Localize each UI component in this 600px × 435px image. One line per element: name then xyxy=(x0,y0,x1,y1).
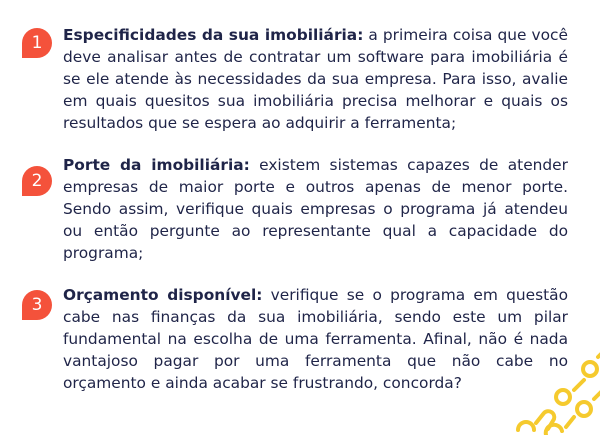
item-paragraph xyxy=(63,154,568,264)
item-text: a primeira coisa que você deve analisar antes de contratar um software para imobiliária é se ele atende às necessidades da sua empresa. Para isso, avalie em quais quesitos sua imobiliária precisa melhorar e quais os resultados que se espera ao adquirir a ferramenta; xyxy=(63,26,568,132)
item-text: existem sistemas capazes de atender empresas de maior porte e outros apenas de menor porte. Sendo assim, verifique quais empresas o programa já atendeu ou então pergunte ao representante qual a capacidade do programa; xyxy=(63,156,568,262)
watermark-logo xyxy=(508,335,600,435)
item-text: verifique se o programa em questão cabe nas finanças da sua imobiliária, sendo este um pilar fundamental na escolha de uma ferramenta. Afinal, não é nada vantajoso pagar por uma ferramenta que não cabe no orçamento e ainda acabar se frustrando, concorda? xyxy=(63,286,568,392)
number-badge: 3 xyxy=(22,290,52,320)
item-paragraph xyxy=(63,24,568,134)
item-title: Orçamento disponível: xyxy=(63,286,263,304)
watermark-logo-icon xyxy=(508,335,600,435)
item-paragraph xyxy=(63,284,568,394)
number-badge: 1 xyxy=(22,28,52,58)
item-title: Porte da imobiliária: xyxy=(63,156,250,174)
number-badge: 2 xyxy=(22,166,52,196)
item-title: Especificidades da sua imobiliária: xyxy=(63,26,364,44)
